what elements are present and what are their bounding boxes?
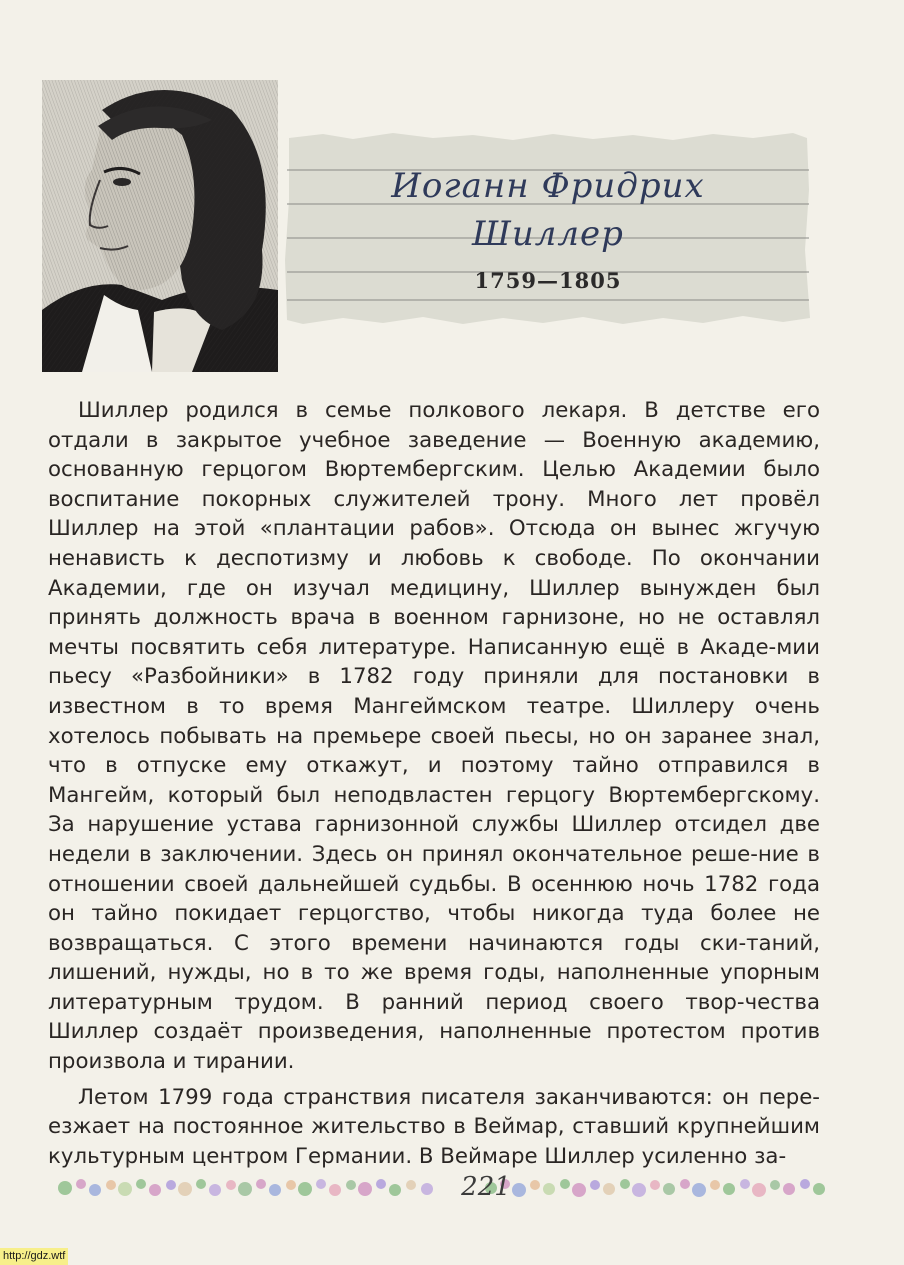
biography-text <box>48 396 820 1171</box>
paragraph: Шиллер родился в семье полкового лекаря. В детстве его отдали в закрытое учебное заведение — Военную академию, основанную герцогом Вюртембергским. Целью Академии было воспитание покорных служителей трону. Много лет провёл Шиллер на этой «плантации рабов». Отсюда он вынес жгучую ненависть к деспотизму и любовь к свободе. По окончании Академии, где он изучал медицину, Шиллер вынужден был принять должность врача в военном гарнизоне, но не оставлял мечты посвятить себя литературе. Написанную ещё в Акаде-мии пьесу «Разбойники» в 1782 году приняли для постановки в известном в то время Мангеймском театре. Шиллеру очень хотелось побывать на премьере своей пьесы, но он заранее знал, что в отпуске ему откажут, и поэтому тайно отправился в Мангейм, который был неподвластен герцогу Вюртембергскому. За нарушение устава гарнизонной службы Шиллер отсидел две недели в заключении. Здесь он принял окончательное реше-ние в отношении своей дальнейшей судьбы. В осеннюю ночь 1782 года он тайно покидает герцогство, чтобы никогда туда более не возвращаться. С этого времени начинаются годы ски-таний, лишений, нужды, но в то же время годы, наполненные упорным литературным трудом. В ранний период своего твор-чества Шиллер создаёт произведения, наполненные протестом против произвола и тирании. <box>48 398 820 1075</box>
watermark-link[interactable]: http://gdz.wtf <box>0 1248 68 1265</box>
portrait-engraving <box>42 80 278 372</box>
author-years: 1759—1805 <box>474 268 622 293</box>
author-name-first: Иоганн Фридрих <box>391 166 705 206</box>
title-card <box>283 130 813 326</box>
author-name-last: Шиллер <box>472 214 624 254</box>
dotted-ornament <box>55 1168 835 1208</box>
paragraph: Летом 1799 года странствия писателя заканчиваются: он пере-езжает на постоянное жительство в Веймар, ставший крупнейшим культурным центром Германии. В Веймаре Шиллер усиленно за- <box>48 1084 820 1169</box>
page-footer <box>55 1168 835 1208</box>
portrait-image <box>42 80 278 372</box>
page-number: 221 <box>461 1172 511 1202</box>
